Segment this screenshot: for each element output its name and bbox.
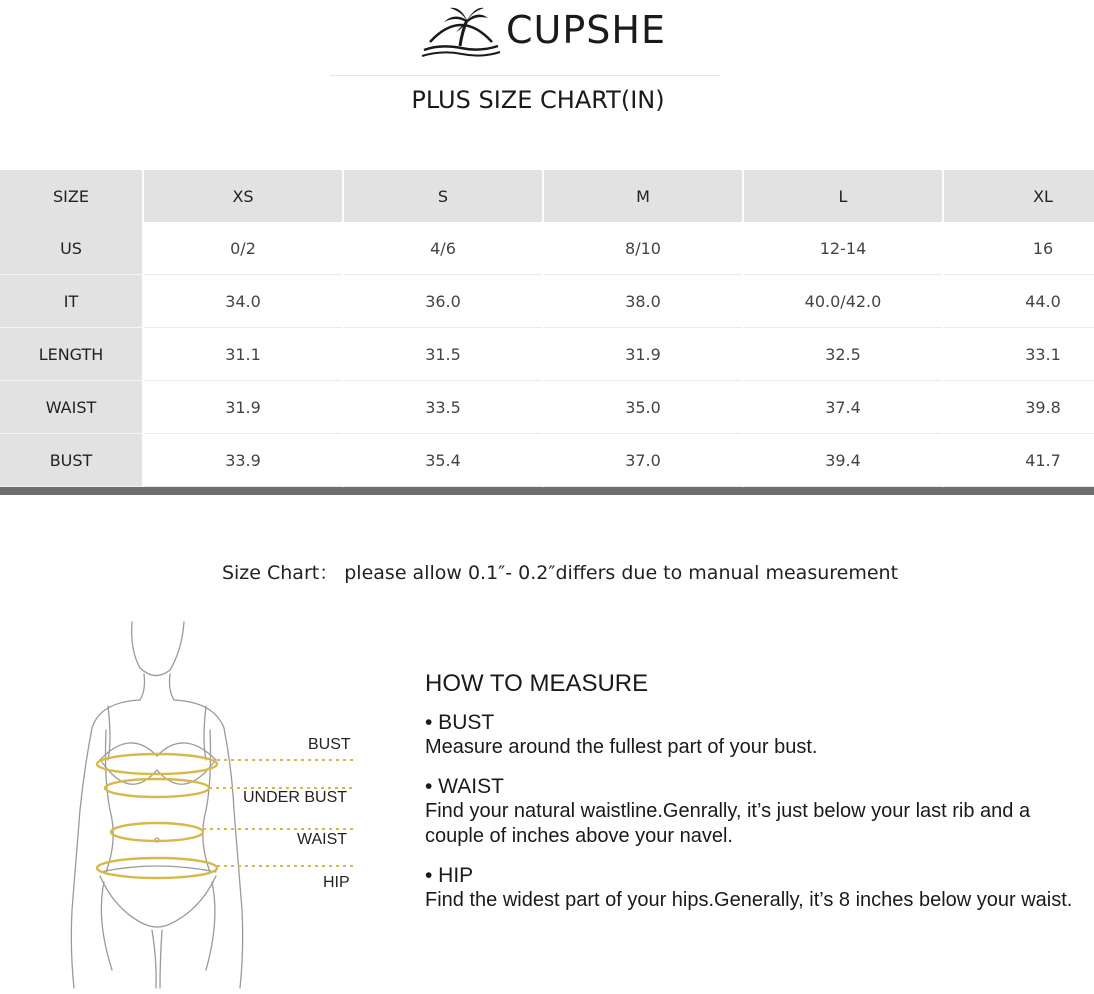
table-cell: 39.4 <box>743 434 943 487</box>
divider <box>330 75 720 76</box>
label-bust: BUST <box>308 736 351 753</box>
size-chart-table <box>0 170 1094 487</box>
table-row <box>0 275 1094 328</box>
table-cell: 0/2 <box>143 222 343 275</box>
list-item <box>425 863 1085 913</box>
item-heading: • BUST <box>425 711 495 734</box>
table-header-row <box>0 170 1094 222</box>
label-waist: WAIST <box>297 831 348 848</box>
row-label: BUST <box>0 434 143 487</box>
how-to-measure-section <box>425 670 1085 927</box>
column-header: S <box>343 170 543 222</box>
brand-name: CUPSHE <box>506 8 666 52</box>
table-cell: 38.0 <box>543 275 743 328</box>
table-cell: 35.0 <box>543 381 743 434</box>
item-heading: • WAIST <box>425 775 504 798</box>
palm-tree-icon <box>420 2 502 58</box>
row-label: US <box>0 222 143 275</box>
list-item <box>425 710 1085 760</box>
item-description: Measure around the fullest part of your bust. <box>425 736 818 758</box>
section-title: HOW TO MEASURE <box>425 670 649 697</box>
column-header: M <box>543 170 743 222</box>
table-cell: 36.0 <box>343 275 543 328</box>
table-cell: 37.0 <box>543 434 743 487</box>
body-measurement-figure <box>60 610 360 990</box>
table-cell: 35.4 <box>343 434 543 487</box>
item-description: Find the widest part of your hips.Generally, it’s 8 inches below your waist. <box>425 889 1073 911</box>
table-row <box>0 222 1094 275</box>
table-cell: 31.9 <box>543 328 743 381</box>
table-row <box>0 328 1094 381</box>
column-header: L <box>743 170 943 222</box>
column-header: SIZE <box>0 170 143 222</box>
table-cell: 4/6 <box>343 222 543 275</box>
table-cell: 37.4 <box>743 381 943 434</box>
table-cell: 31.1 <box>143 328 343 381</box>
list-item <box>425 774 1085 849</box>
row-label: LENGTH <box>0 328 143 381</box>
measurement-note: Size Chart： please allow 0.1″- 0.2″differs due to manual measurement <box>221 562 899 584</box>
table-cell: 8/10 <box>543 222 743 275</box>
table-row <box>0 381 1094 434</box>
page-title: PLUS SIZE CHART(IN) <box>411 86 665 114</box>
table-cell: 34.0 <box>143 275 343 328</box>
table-cell: 12-14 <box>743 222 943 275</box>
brand-logo <box>0 0 1094 62</box>
column-header: XS <box>143 170 343 222</box>
table-cell: 39.8 <box>943 381 1094 434</box>
item-description: Find your natural waistline.Genrally, it’s just below your last rib and a couple of inches above your navel. <box>425 800 1031 847</box>
column-header: XL <box>943 170 1094 222</box>
table-cell: 16 <box>943 222 1094 275</box>
label-under-bust: UNDER BUST <box>243 789 348 806</box>
row-label: IT <box>0 275 143 328</box>
table-cell: 41.7 <box>943 434 1094 487</box>
table-row <box>0 434 1094 487</box>
table-cell: 40.0/42.0 <box>743 275 943 328</box>
table-cell: 31.5 <box>343 328 543 381</box>
table-cell: 33.5 <box>343 381 543 434</box>
item-heading: • HIP <box>425 864 474 887</box>
table-cell: 32.5 <box>743 328 943 381</box>
table-cell: 33.1 <box>943 328 1094 381</box>
table-cell: 44.0 <box>943 275 1094 328</box>
table-bottom-bar <box>0 487 1094 495</box>
table-cell: 31.9 <box>143 381 343 434</box>
label-hip: HIP <box>323 874 350 891</box>
row-label: WAIST <box>0 381 143 434</box>
table-cell: 33.9 <box>143 434 343 487</box>
